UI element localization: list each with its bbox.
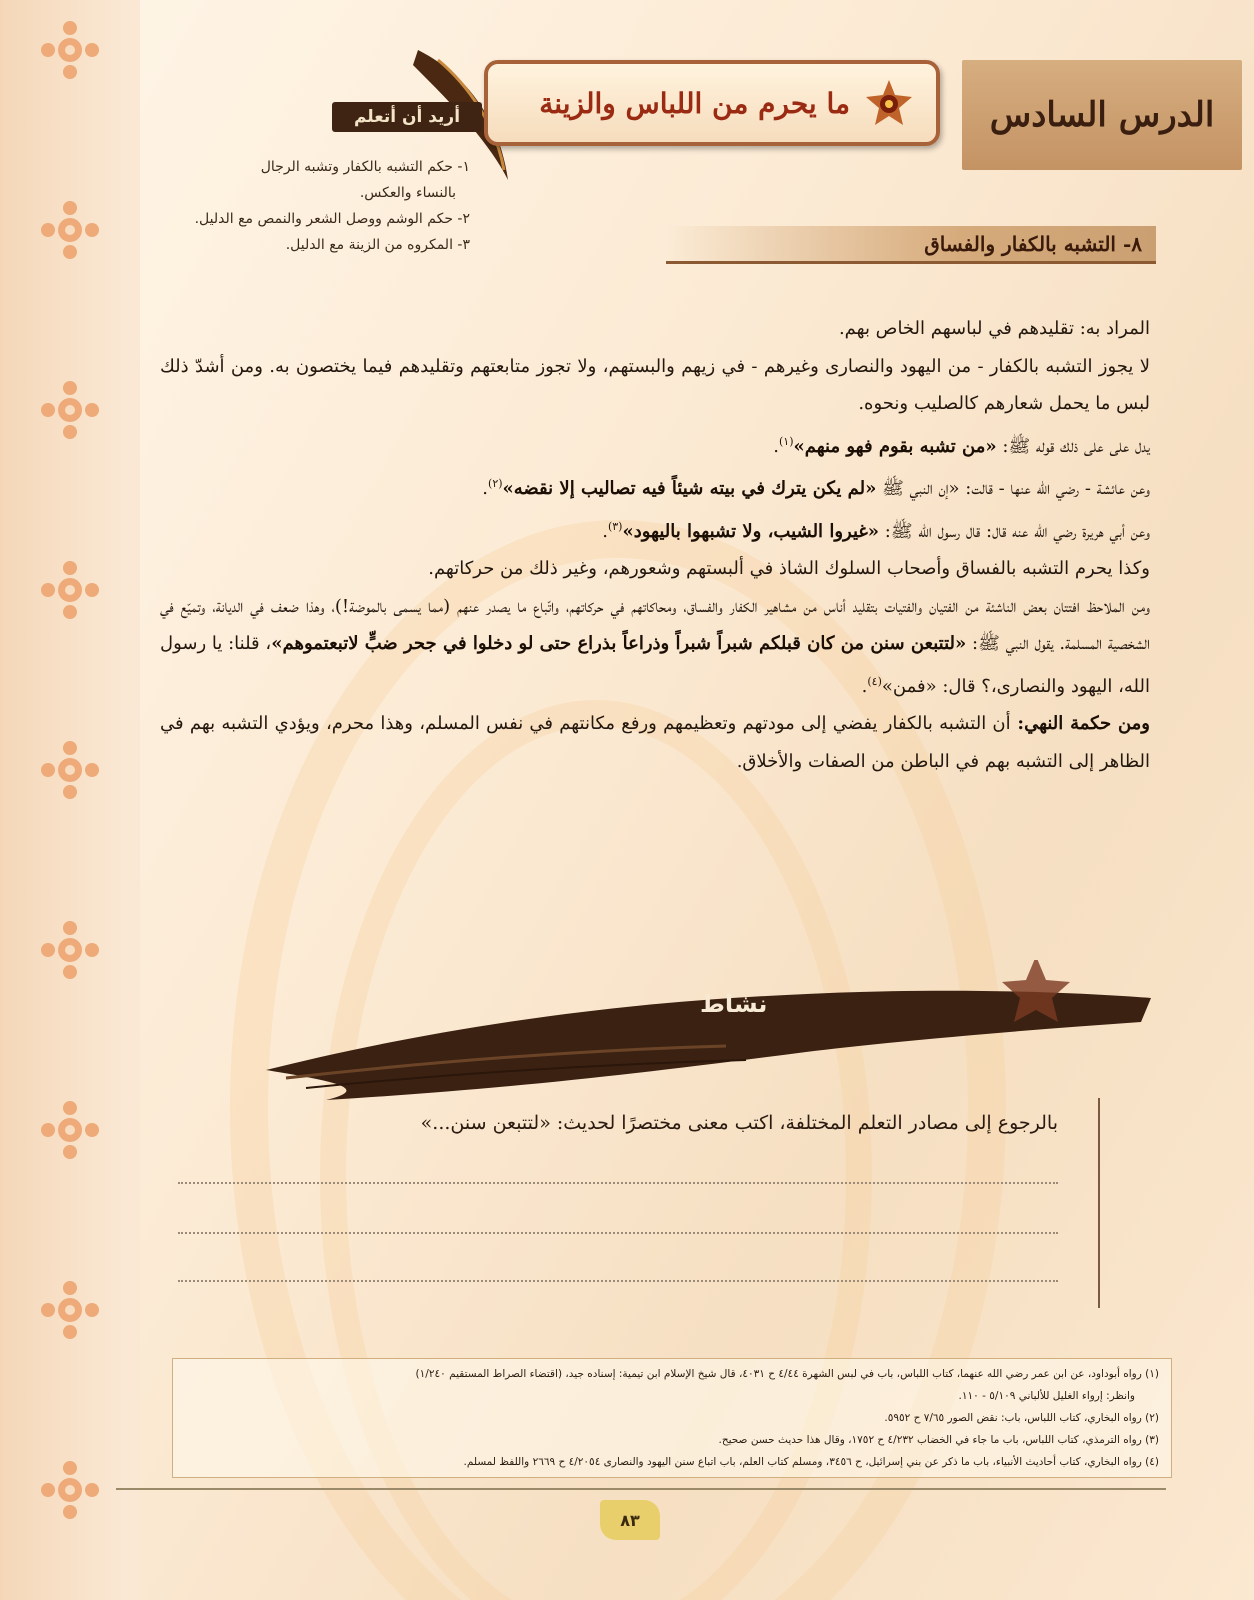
- page-number: ٨٣: [600, 1500, 660, 1540]
- ornament-flower-icon: [40, 380, 100, 440]
- hadith-quote: «لم يكن يترك في بيته شيئاً فيه تصاليب إلا نقضه»: [502, 478, 877, 499]
- footnote-ref: (١): [778, 434, 794, 448]
- footnote: (٤) رواه البخاري، كتاب أحاديث الأنبياء، باب ما ذكر عن بني إسرائيل، ح ٣٤٥٦، ومسلم كتاب العلم، باب اتباع سنن اليهود والنصارى ٤/٢٠٥٤ ح ٢٦٦٩ واللفظ لمسلم.: [463, 1456, 1159, 1468]
- footnotes: [172, 1358, 1172, 1478]
- text: وعن أبي هريرة رضي الله عنه قال: قال رسول الله ﷺ:: [879, 520, 1150, 542]
- ornament-flower-icon: [40, 740, 100, 800]
- ornament-flower-icon: [40, 1100, 100, 1160]
- paragraph: لا يجوز التشبه بالكفار - من اليهود والنصارى وغيرهم - في زيهم والبستهم، ولا تجوز متابعتهم وتقليدهم فيما يختصون به. ومن أشدّ ذلك لبس ما يحمل شعارهم كالصليب ونحوه.: [160, 355, 1150, 414]
- footnote: (٢) رواه البخاري، كتاب اللباس، باب: نقض الصور ٧/٦٥ ح ٥٩٥٢.: [884, 1412, 1159, 1424]
- ornament-flower-icon: [40, 920, 100, 980]
- objectives-list: [170, 154, 470, 258]
- paragraph: وعن أبي هريرة رضي الله عنه قال: قال رسول الله ﷺ: «غيروا الشيب، ولا تشبهوا باليهود»$^{(٣)}$.: [602, 519, 1150, 542]
- answer-line[interactable]: [178, 1232, 1058, 1234]
- lesson-label: الدرس السادس: [989, 95, 1215, 135]
- footnote: وانظر: إرواء الغليل للألباني ٥/١٠٩ - ١١٠.: [958, 1390, 1135, 1402]
- activity-brush-banner: [266, 960, 1156, 1110]
- answer-line[interactable]: [178, 1280, 1058, 1282]
- text: ومن الملاحظ افتتان بعض الناشئة من الفتيان والفتيات بتقليد أناس من مشاهير الكفار والفساق، ومحاكاتهم في حركاتهم، واتّباع ما يصدر عنهم (مما يسمى بالموضة!)، وهذا ضعف في الديانة، وتميّع في الشخصية المسلمة. يقول النبي ﷺ:: [160, 595, 1150, 654]
- learning-objectives: [164, 102, 482, 298]
- ornament-flower-icon: [40, 1460, 100, 1520]
- text: وعن عائشة - رضي الله عنها - قالت: «إن النبي ﷺ: [876, 478, 1150, 499]
- activity-question: بالرجوع إلى مصادر التعلم المختلفة، اكتب معنى مختصرًا لحديث: «لتتبعن سنن...»: [420, 1112, 1058, 1134]
- answer-line[interactable]: [178, 1182, 1058, 1184]
- paragraph: ومن الملاحظ افتتان بعض الناشئة من الفتيان والفتيات بتقليد أناس من مشاهير الكفار والفساق، ومحاكاتهم في حركاتهم، واتّباع ما يصدر عنهم (مما يسمى بالموضة!)، وهذا ضعف في الديانة، وتميّع في الشخصية المسلمة. يقول النبي ﷺ: «لتتبعن سنن من كان قبلكم شبراً شبراً وذراعاً بذراع حتى لو دخلوا في جحر ضبٍّ لاتبعتموهم»، قلنا: يا رسول الله، اليهود والنصارى،؟ قال: «فمن»$^{(٤)}$.: [160, 595, 1150, 697]
- footnote: (١) رواه أبوداود، عن ابن عمر رضي الله عنهما، كتاب اللباس، باب في لبس الشهرة ٤/٤٤ ح ٤٠٣١، قال شيخ الإسلام ابن تيمية: إسناده جيد، (اقتضاء الصراط المستقيم ١/٢٤٠): [415, 1368, 1159, 1380]
- activity-box: [158, 1098, 1100, 1308]
- text: أن التشبه بالكفار يفضي إلى مودتهم وتعظيمهم ورفع مكانتهم في نفس المسلم، وهذا محرم، ويؤدي التشبه بهم في الظاهر إلى التشبه بهم في الباطن من الصفات والأخلاق.: [160, 713, 1150, 772]
- paragraph: وعن عائشة - رضي الله عنها - قالت: «إن النبي ﷺ «لم يكن يترك في بيته شيئاً فيه تصاليب إلا نقضه»$^{(٢)}$.: [482, 477, 1150, 499]
- list-item: بالنساء والعكس.: [359, 185, 456, 201]
- list-item: ٣- المكروه من الزينة مع الدليل.: [285, 237, 470, 253]
- ornament-star-icon: [864, 78, 914, 128]
- hadith-quote: «غيروا الشيب، ولا تشبهوا باليهود»: [622, 520, 880, 542]
- lesson-body: [160, 310, 1150, 780]
- paragraph: يدل على على ذلك قوله ﷺ: «من تشبه بقوم فهو منهم»$^{(١)}$.: [773, 434, 1150, 457]
- ornament-flower-icon: [40, 200, 100, 260]
- footnote-ref: (٢): [488, 477, 503, 490]
- ornament-flower-icon: [40, 1280, 100, 1340]
- paragraph: وكذا يحرم التشبه بالفساق وأصحاب السلوك الشاذ في ألبستهم وشعورهم، وغير ذلك من حركاتهم.: [428, 558, 1150, 579]
- paragraph: [160, 705, 1150, 780]
- lesson-title-box: [484, 60, 940, 146]
- list-item: ١- حكم التشبه بالكفار وتشبه الرجال: [260, 159, 470, 175]
- lesson-label-box: [962, 60, 1242, 170]
- paragraph: المراد به: تقليدهم في لباسهم الخاص بهم.: [838, 318, 1150, 339]
- divider: [116, 1488, 1166, 1490]
- section-heading: ٨- التشبه بالكفار والفساق: [924, 231, 1142, 256]
- list-item: ٢- حكم الوشم ووصل الشعر والنمص مع الدليل.: [194, 211, 470, 227]
- emphasis: ومن حكمة النهي:: [1010, 713, 1150, 734]
- footnote-ref: (٤): [867, 674, 882, 688]
- hadith-quote: «من تشبه بقوم فهو منهم»: [793, 435, 997, 457]
- section-heading-bar: [666, 226, 1156, 264]
- ornament-flower-icon: [40, 560, 100, 620]
- hadith-quote: «لتتبعن سنن من كان قبلكم شبراً شبراً وذراعاً بذراع حتى لو دخلوا في جحر ضبٍّ لاتبعتموهم»: [271, 633, 967, 654]
- ornament-flower-icon: [40, 20, 100, 80]
- text: يدل على على ذلك قوله ﷺ:: [996, 435, 1150, 457]
- footnote: (٣) رواه الترمذي، كتاب اللباس، باب ما جاء في الخضاب ٤/٢٣٢ ح ١٧٥٢، وقال هذا حديث حسن صحيح.: [718, 1434, 1159, 1446]
- activity-label: نشاط: [700, 990, 768, 1018]
- footnote-ref: (٣): [607, 519, 623, 533]
- text: ، قلنا: يا رسول الله، اليهود والنصارى،؟ قال: «فمن»: [160, 633, 1150, 697]
- lesson-title: ما يحرم من اللباس والزينة: [539, 86, 850, 120]
- objectives-heading: أريد أن أتعلم: [332, 102, 482, 132]
